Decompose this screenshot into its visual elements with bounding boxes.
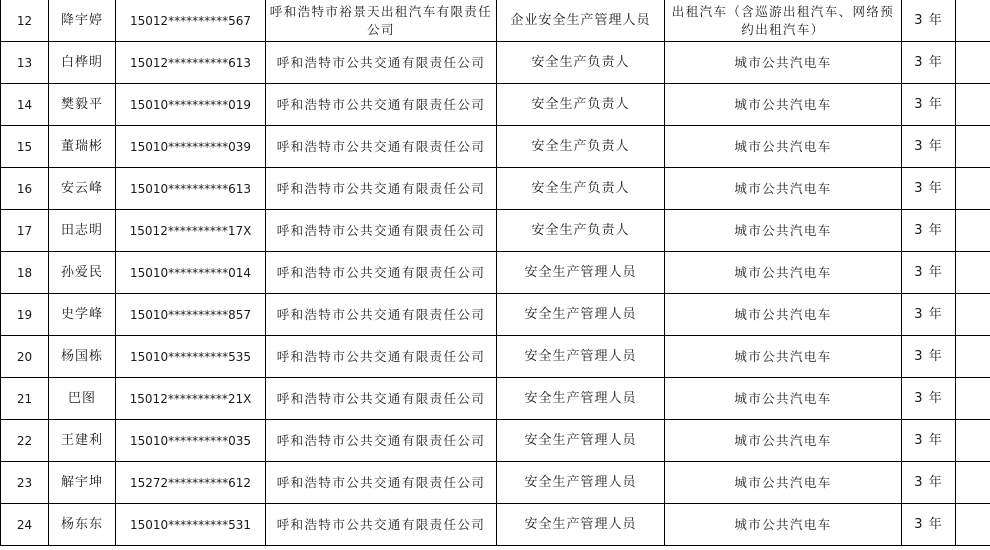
role: 安全生产管理人员	[497, 420, 665, 462]
business-category: 城市公共汽电车	[665, 504, 902, 546]
row-index: 24	[1, 504, 49, 546]
role: 安全生产负责人	[497, 126, 665, 168]
business-category: 城市公共汽电车	[665, 168, 902, 210]
company-name: 呼和浩特市公共交通有限责任公司	[266, 252, 497, 294]
table-row	[1, 84, 990, 126]
validity-term: 3 年	[902, 294, 956, 336]
business-category: 城市公共汽电车	[665, 252, 902, 294]
role: 安全生产负责人	[497, 210, 665, 252]
row-index: 12	[1, 0, 49, 42]
company-name: 呼和浩特市公共交通有限责任公司	[266, 42, 497, 84]
person-name: 樊毅平	[49, 84, 116, 126]
person-name: 田志明	[49, 210, 116, 252]
note-cell	[956, 84, 990, 126]
id-number: 15272**********612	[116, 462, 266, 504]
company-name: 呼和浩特市裕景天出租汽车有限责任公司	[266, 0, 497, 42]
business-category: 城市公共汽电车	[665, 462, 902, 504]
role: 安全生产管理人员	[497, 336, 665, 378]
table-row	[1, 42, 990, 84]
business-category: 城市公共汽电车	[665, 378, 902, 420]
table-row	[1, 420, 990, 462]
business-category: 城市公共汽电车	[665, 42, 902, 84]
table-row	[1, 210, 990, 252]
company-name: 呼和浩特市公共交通有限责任公司	[266, 378, 497, 420]
table-row	[1, 336, 990, 378]
row-index: 16	[1, 168, 49, 210]
role: 安全生产管理人员	[497, 504, 665, 546]
table-row	[1, 462, 990, 504]
validity-term: 3 年	[902, 210, 956, 252]
company-name: 呼和浩特市公共交通有限责任公司	[266, 420, 497, 462]
note-cell	[956, 378, 990, 420]
row-index: 23	[1, 462, 49, 504]
business-category: 城市公共汽电车	[665, 210, 902, 252]
company-name: 呼和浩特市公共交通有限责任公司	[266, 210, 497, 252]
validity-term: 3 年	[902, 252, 956, 294]
company-name: 呼和浩特市公共交通有限责任公司	[266, 168, 497, 210]
id-number: 15010**********531	[116, 504, 266, 546]
business-category: 城市公共汽电车	[665, 294, 902, 336]
id-number: 15010**********035	[116, 420, 266, 462]
id-number: 15012**********17X	[116, 210, 266, 252]
table-row	[1, 504, 990, 546]
row-index: 15	[1, 126, 49, 168]
id-number: 15010**********019	[116, 84, 266, 126]
business-category: 城市公共汽电车	[665, 84, 902, 126]
table-row	[1, 378, 990, 420]
validity-term: 3 年	[902, 504, 956, 546]
person-name: 解宇坤	[49, 462, 116, 504]
validity-term: 3 年	[902, 0, 956, 42]
id-number: 15010**********014	[116, 252, 266, 294]
note-cell	[956, 0, 990, 42]
row-index: 20	[1, 336, 49, 378]
person-name: 董瑞彬	[49, 126, 116, 168]
id-number: 15012**********21X	[116, 378, 266, 420]
id-number: 15012**********613	[116, 42, 266, 84]
business-category: 出租汽车（含巡游出租汽车、网络预约出租汽车）	[665, 0, 902, 42]
validity-term: 3 年	[902, 420, 956, 462]
company-name: 呼和浩特市公共交通有限责任公司	[266, 126, 497, 168]
validity-term: 3 年	[902, 336, 956, 378]
id-number: 15012**********567	[116, 0, 266, 42]
validity-term: 3 年	[902, 462, 956, 504]
company-name: 呼和浩特市公共交通有限责任公司	[266, 294, 497, 336]
table-row	[1, 126, 990, 168]
company-name: 呼和浩特市公共交通有限责任公司	[266, 462, 497, 504]
note-cell	[956, 420, 990, 462]
person-name: 杨东东	[49, 504, 116, 546]
id-number: 15010**********613	[116, 168, 266, 210]
business-category: 城市公共汽电车	[665, 126, 902, 168]
role: 安全生产负责人	[497, 84, 665, 126]
role: 安全生产负责人	[497, 42, 665, 84]
role: 企业安全生产管理人员	[497, 0, 665, 42]
company-name: 呼和浩特市公共交通有限责任公司	[266, 336, 497, 378]
person-name: 降宇婷	[49, 0, 116, 42]
person-name: 白桦明	[49, 42, 116, 84]
person-name: 史学峰	[49, 294, 116, 336]
note-cell	[956, 294, 990, 336]
note-cell	[956, 126, 990, 168]
person-name: 孙爱民	[49, 252, 116, 294]
table-body	[1, 0, 990, 546]
table-row	[1, 252, 990, 294]
row-index: 13	[1, 42, 49, 84]
row-index: 14	[1, 84, 49, 126]
note-cell	[956, 42, 990, 84]
table-row	[1, 294, 990, 336]
row-index: 17	[1, 210, 49, 252]
business-category: 城市公共汽电车	[665, 336, 902, 378]
role: 安全生产管理人员	[497, 378, 665, 420]
id-number: 15010**********535	[116, 336, 266, 378]
row-index: 18	[1, 252, 49, 294]
note-cell	[956, 504, 990, 546]
role: 安全生产管理人员	[497, 294, 665, 336]
id-number: 15010**********857	[116, 294, 266, 336]
person-name: 安云峰	[49, 168, 116, 210]
note-cell	[956, 462, 990, 504]
note-cell	[956, 336, 990, 378]
validity-term: 3 年	[902, 168, 956, 210]
role: 安全生产负责人	[497, 168, 665, 210]
validity-term: 3 年	[902, 378, 956, 420]
row-index: 19	[1, 294, 49, 336]
note-cell	[956, 168, 990, 210]
person-name: 杨国栋	[49, 336, 116, 378]
row-index: 22	[1, 420, 49, 462]
validity-term: 3 年	[902, 84, 956, 126]
person-name: 王建利	[49, 420, 116, 462]
validity-term: 3 年	[902, 42, 956, 84]
table-row	[1, 0, 990, 42]
person-name: 巴图	[49, 378, 116, 420]
id-number: 15010**********039	[116, 126, 266, 168]
company-name: 呼和浩特市公共交通有限责任公司	[266, 504, 497, 546]
note-cell	[956, 252, 990, 294]
role: 安全生产管理人员	[497, 462, 665, 504]
note-cell	[956, 210, 990, 252]
business-category: 城市公共汽电车	[665, 420, 902, 462]
row-index: 21	[1, 378, 49, 420]
role: 安全生产管理人员	[497, 252, 665, 294]
table-row	[1, 168, 990, 210]
company-name: 呼和浩特市公共交通有限责任公司	[266, 84, 497, 126]
validity-term: 3 年	[902, 126, 956, 168]
